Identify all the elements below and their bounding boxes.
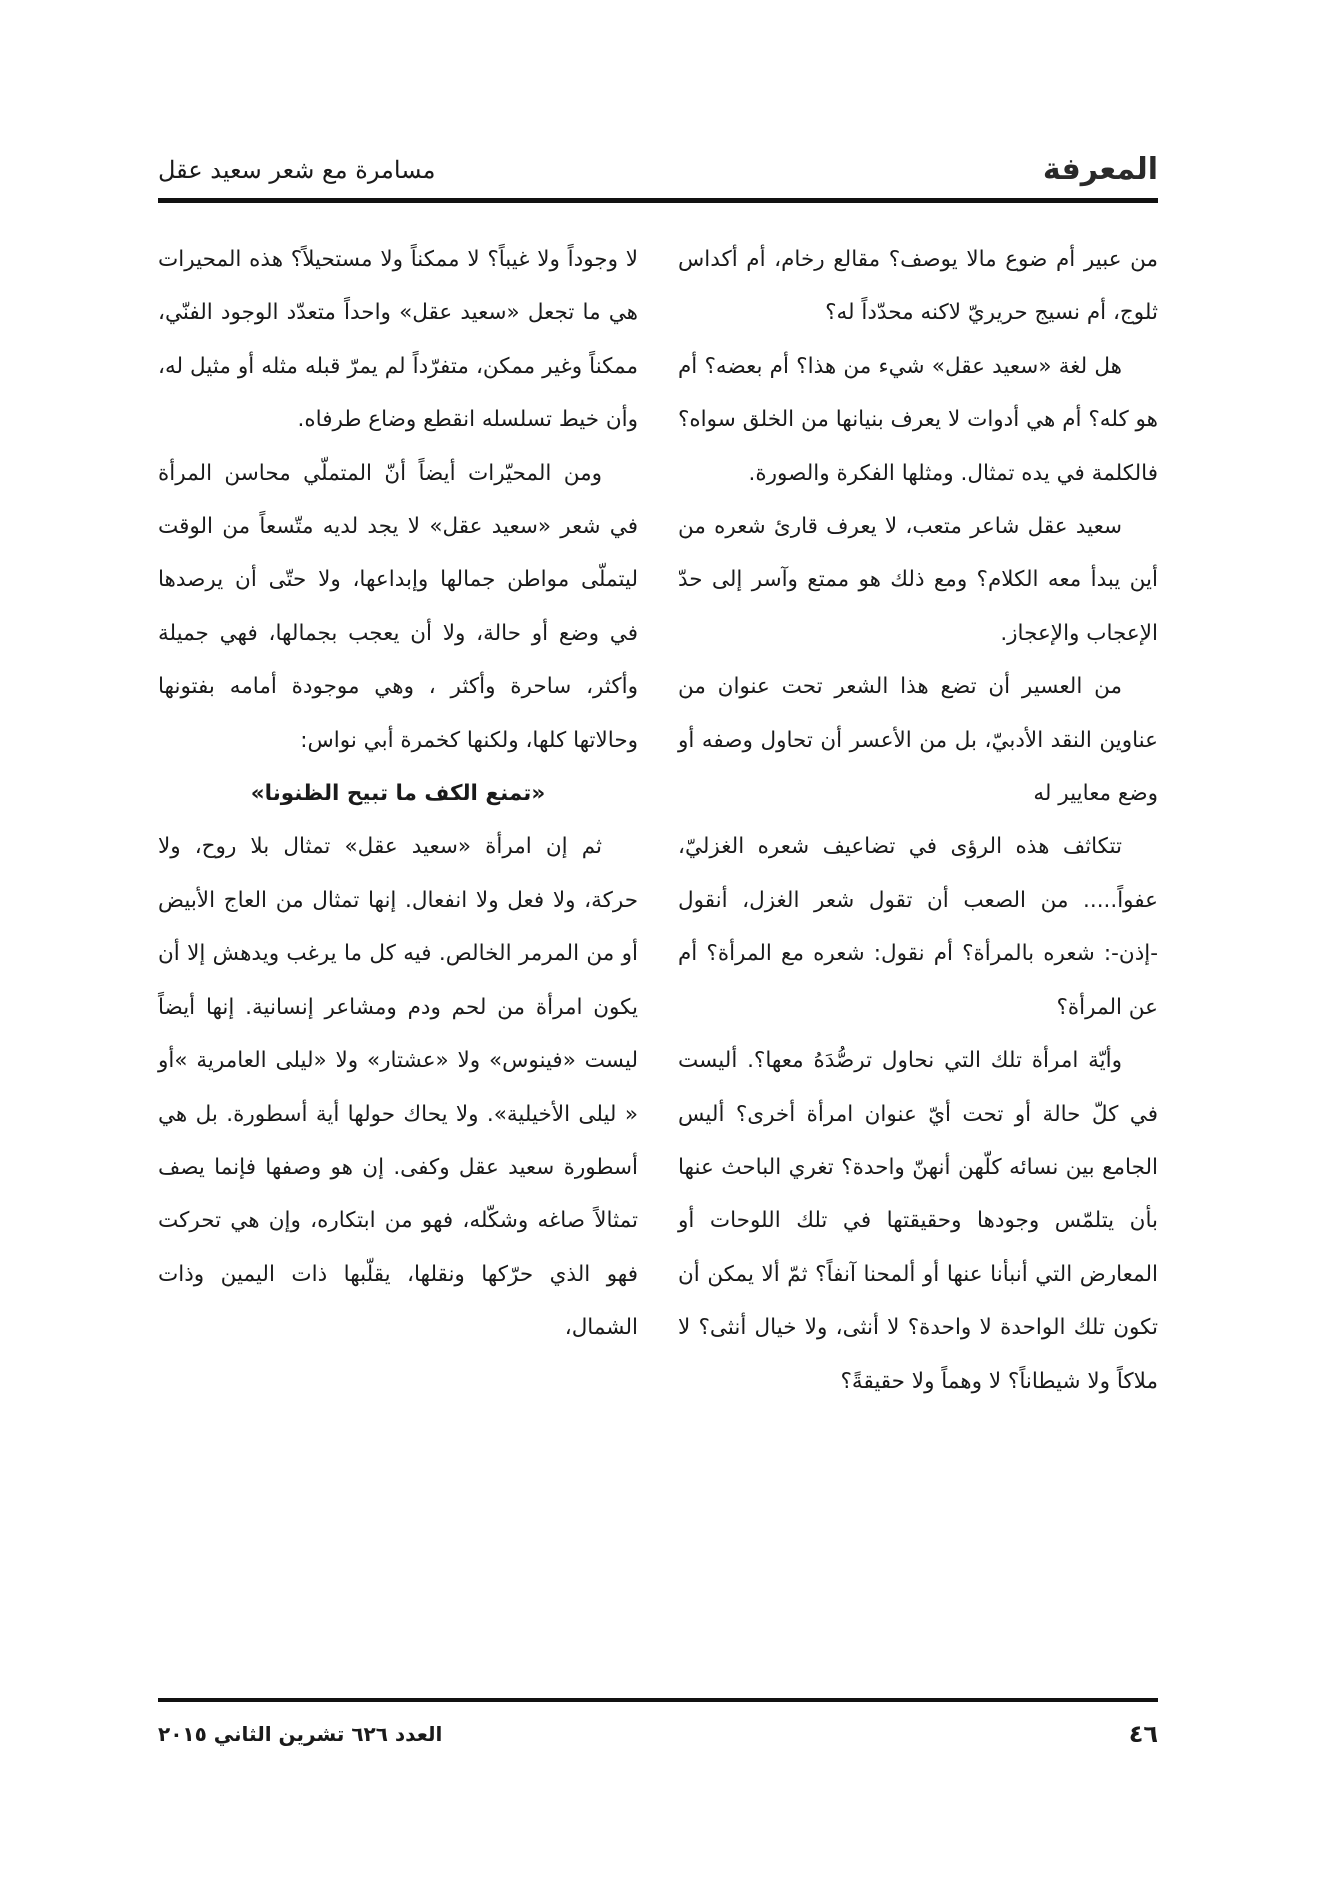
page-number: ٤٦ bbox=[1128, 1720, 1158, 1748]
paragraph: تتكاثف هذه الرؤى في تضاعيف شعره الغزليّ، عفواً..... من الصعب أن تقول شعر الغزل، أنقول -إذن-: شعره بالمرأة؟ أم نقول: شعره مع المرأة؟ أم عن المرأة؟ bbox=[678, 834, 1158, 1020]
paragraph: هل لغة «سعيد عقل» شيء من هذا؟ أم بعضه؟ أم هو كله؟ أم هي أدوات لا يعرف بنيانها من الخلق سواه؟ فالكلمة في يده تمثال. ومثلها الفكرة والصورة. bbox=[678, 353, 1158, 486]
header-rule bbox=[158, 198, 1158, 203]
verse-quote: «تمنع الكف ما تبيح الظنونا» bbox=[250, 781, 546, 807]
footer-rule bbox=[158, 1698, 1158, 1702]
paragraph: وأيّة امرأة تلك التي نحاول ترصُّدَهُ معها؟. أليست في كلّ حالة أو تحت أيّ عنوان امرأة أخرى؟ أليس الجامع بين نسائه كلّهن أنهنّ واحدة؟ تغري الباحث عنها بأن يتلمّس وجودها وحقيقتها في تلك اللوحات أو المعارض التي أنبأنا عنها أو ألمحنا آنفاً؟ ثمّ ألا يمكن أن تكون تلك الواحدة لا واحدة؟ لا أنثى، ولا خيال أنثى؟ لا ملاكاً ولا شيطاناً؟ لا وهماً ولا حقيقةً؟ bbox=[678, 1048, 1158, 1394]
running-title: مسامرة مع شعر سعيد عقل bbox=[158, 156, 436, 184]
magazine-logo: المعرفة bbox=[1042, 152, 1158, 187]
paragraph: ثم إن امرأة «سعيد عقل» تمثال بلا روح، ولا حركة، ولا فعل ولا انفعال. إنها تمثال من العاج الأبيض أو من المرمر الخالص. فيه كل ما يرغب ويدهش إلا أن يكون امرأة من لحم ودم ومشاعر إنسانية. إنها أيضاً ليست «فينوس» ولا «عشتار» ولا «ليلى العامرية »أو « ليلى الأخيلية». ولا يحاك حولها أية أسطورة. بل هي أسطورة سعيد عقل وكفى. إن هو وصفها فإنما يصف تمثالاً صاغه وشكّله، فهو من ابتكاره، وإن هي تحركت فهو الذي حرّكها ونقلها، يقلّبها ذات اليمين وذات الشمال، bbox=[158, 834, 638, 1341]
paragraph: ومن المحيّرات أيضاً أنّ المتملّي محاسن المرأة في شعر «سعيد عقل» لا يجد لديه متّسعاً من الوقت ليتملّى مواطن جمالها وإبداعها، ولا حتّى أن يرصدها في وضع أو حالة، ولا أن يعجب بجمالها، فهي جميلة وأكثر، ساحرة وأكثر ، وهي موجودة أمامه بفتونها وحالاتها كلها، ولكنها كخمرة أبي نواس: bbox=[158, 460, 638, 753]
paragraph: من عبير أم ضوع مالا يوصف؟ مقالع رخام، أم أكداس ثلوج، أم نسيج حريريّ لاكنه محدّداً له؟ bbox=[678, 247, 1158, 326]
left-column bbox=[158, 233, 638, 1355]
page-header bbox=[158, 150, 1158, 194]
page-footer bbox=[158, 1720, 1158, 1760]
right-column bbox=[678, 233, 1158, 1408]
paragraph: لا وجوداً ولا غيباً؟ لا ممكناً ولا مستحيلاً؟ هذه المحيرات هي ما تجعل «سعيد عقل» واحداً متعدّد الوجود الفنّي، ممكناً وغير ممكن، متفرّداً لم يمرّ قبله مثله أو مثيل له، وأن خيط تسلسله انقطع وضاع طرفاه. bbox=[158, 247, 638, 433]
issue-info: العدد ٦٢٦ تشرين الثاني ٢٠١٥ bbox=[158, 1722, 443, 1746]
paragraph: من العسير أن تضع هذا الشعر تحت عنوان من عناوين النقد الأدبيّ، بل من الأعسر أن تحاول وصفه أو وضع معايير له bbox=[678, 674, 1158, 807]
paragraph: سعيد عقل شاعر متعب، لا يعرف قارئ شعره من أين يبدأ معه الكلام؟ ومع ذلك هو ممتع وآسر إلى حدّ الإعجاب والإعجاز. bbox=[678, 514, 1158, 646]
